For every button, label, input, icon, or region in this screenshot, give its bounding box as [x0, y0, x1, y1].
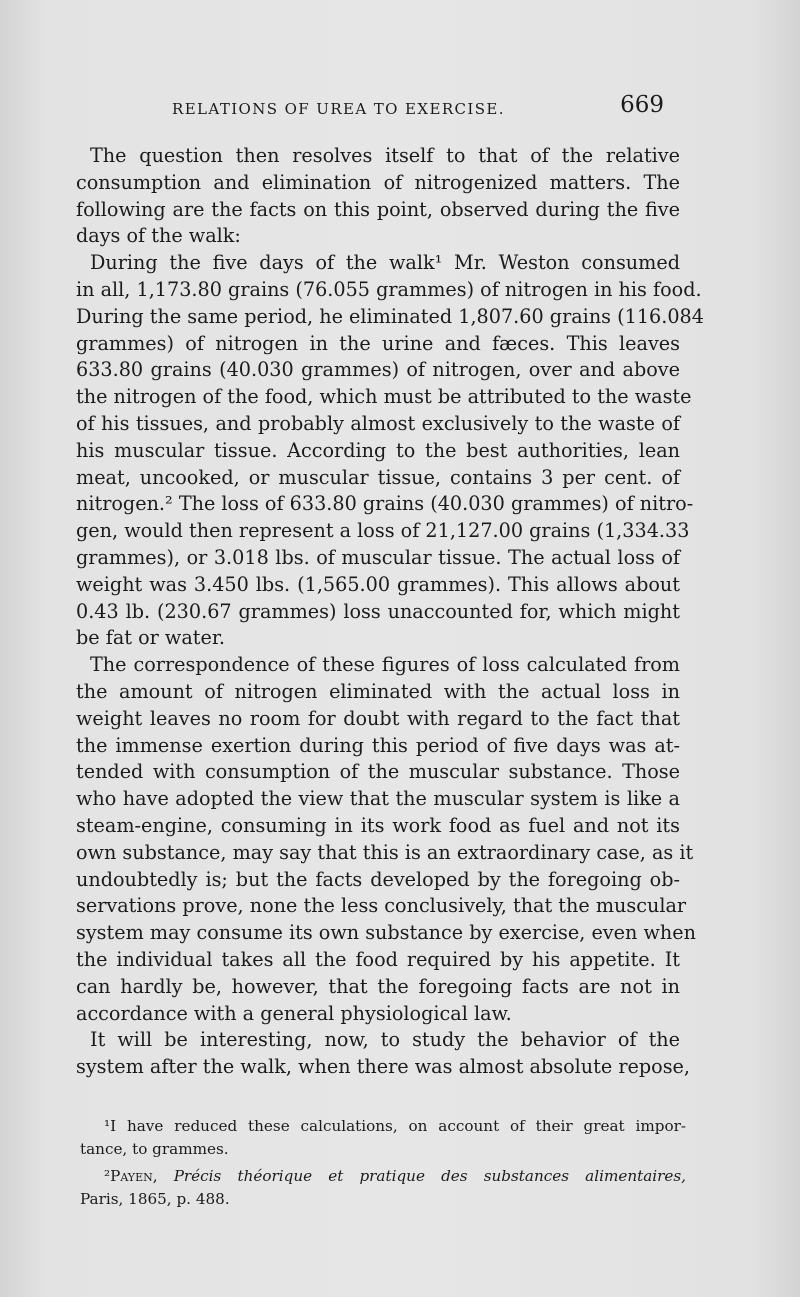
footnotes — [80, 1115, 686, 1211]
paragraph — [76, 250, 704, 652]
paragraph — [76, 1027, 690, 1081]
footnote-2 — [80, 1165, 686, 1211]
page-number: 669 — [620, 92, 664, 118]
text-line: During the five days of the walk¹ Mr. Weston consumed — [90, 251, 680, 275]
text-line: The question then resolves itself to that of the relative — [90, 144, 680, 167]
text-line: weight was 3.450 lbs. (1,565.00 grammes). This allows about — [76, 572, 680, 596]
running-head: RELATIONS OF UREA TO EXERCISE. — [172, 100, 505, 118]
text-line: accordance with a general physiological law. — [76, 1001, 512, 1025]
text-line: the immense exertion during this period of five days was at- — [76, 733, 680, 757]
text-line: system may consume its own substance by exercise, even when — [76, 921, 696, 945]
text-line: can hardly be, however, that the foregoing facts are not in — [76, 974, 680, 998]
text-line: following are the facts on this point, observed during the five — [76, 197, 680, 221]
text-line: 633.80 grains (40.030 grammes) of nitrogen, over and above — [76, 358, 680, 382]
text-line: meat, uncooked, or muscular tissue, contains 3 per cent. of — [76, 465, 680, 489]
text-line: the nitrogen of the food, which must be attributed to the waste — [76, 385, 692, 409]
text-line: The correspondence of these figures of loss calculated from — [90, 653, 680, 677]
footnote-title: Précis théorique et pratique des substances alimentaires, — [173, 1167, 686, 1185]
text-line: grammes) of nitrogen in the urine and fæces. This leaves — [76, 331, 680, 355]
text-line: of his tissues, and probably almost exclusively to the waste of — [76, 411, 680, 435]
text-line: who have adopted the view that the muscular system is like a — [76, 787, 680, 811]
text-line: steam-engine, consuming in its work food as fuel and not its — [76, 813, 680, 837]
text-line: the amount of nitrogen eliminated with the actual loss in — [76, 679, 680, 703]
text-line: his muscular tissue. According to the best authorities, lean — [76, 438, 680, 462]
footnote-marker: ² — [104, 1167, 111, 1185]
text-line: tended with consumption of the muscular substance. Those — [76, 760, 680, 784]
paragraph — [76, 652, 696, 1027]
text-line: be fat or water. — [76, 626, 226, 650]
text-line: grammes), or 3.018 lbs. of muscular tissue. The actual loss of — [76, 545, 680, 569]
body-text — [76, 143, 704, 1081]
text-line: servations prove, none the less conclusively, that the muscular — [76, 894, 687, 918]
text-line: During the same period, he eliminated 1,807.60 grains (116.084 — [76, 304, 704, 328]
footnote-line — [80, 1115, 686, 1138]
text-line: gen, would then represent a loss of 21,127.00 grains (1,334.33 — [76, 519, 690, 543]
footnote-1 — [80, 1115, 686, 1161]
footnote-line: tance, to grammes. — [80, 1140, 229, 1158]
text-line: nitrogen.² The loss of 633.80 grains (40.030 grammes) of nitro- — [76, 492, 694, 516]
footnote-text: I have reduced these calculations, on account of their great impor- — [110, 1117, 686, 1135]
text-line: 0.43 lb. (230.67 grammes) loss unaccounted for, which might — [76, 599, 680, 623]
text-line: own substance, may say that this is an extraordinary case, as it — [76, 840, 694, 864]
footnote-line: Paris, 1865, p. 488. — [80, 1190, 230, 1208]
text-line: undoubtedly is; but the facts developed by the foregoing ob- — [76, 867, 680, 891]
footnote-line — [80, 1165, 686, 1188]
text-line: consumption and elimination of nitrogenized matters. The — [76, 170, 680, 194]
text-line: weight leaves no room for doubt with regard to the fact that — [76, 706, 680, 730]
text-line: the individual takes all the food required by his appetite. It — [76, 947, 680, 971]
text-line: in all, 1,173.80 grains (76.055 grammes) of nitrogen in his food. — [76, 277, 702, 301]
footnote-marker: ¹ — [104, 1117, 111, 1135]
text-line: system after the walk, when there was almost absolute repose, — [76, 1055, 690, 1079]
page-header — [172, 92, 672, 128]
footnote-author: Payen, — [110, 1167, 158, 1185]
text-line: days of the walk: — [76, 224, 241, 248]
text-line: It will be interesting, now, to study the behavior of the — [90, 1028, 680, 1052]
paragraph — [76, 143, 680, 250]
